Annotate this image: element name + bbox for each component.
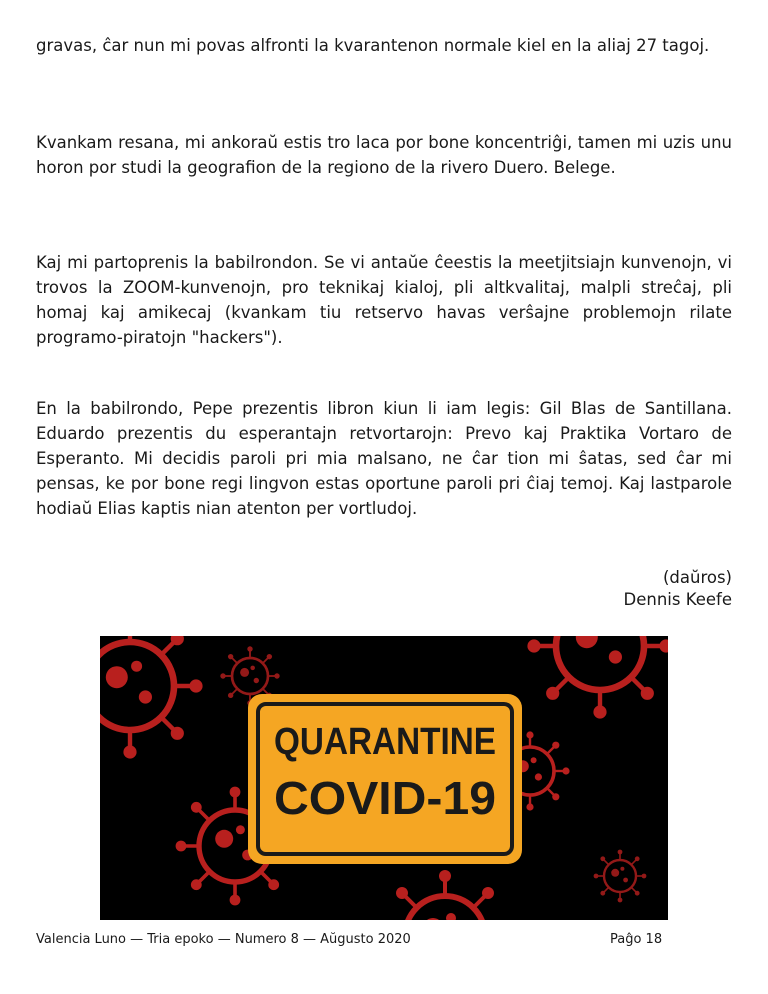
paragraph-3: Kaj mi partoprenis la babilrondon. Se vi antaŭe ĉeestis la meetjitsiajn kunvenojn, vi trovos la ZOOM-kunvenojn, pro teknikaj kialoj, pli altkvalitaj, malpli streĉaj, pli homaj kaj amikecaj (kvankam tiu retservo havas verŝajne problemojn rilate programo-piratojn "hackers"). (36, 253, 732, 347)
paragraph-4: En la babilrondo, Pepe prezentis libron kiun li iam legis: Gil Blas de Santillana. Eduardo prezentis du esperantajn retvortarojn: Prevo kaj Praktika Vortaro de Esperanto. Mi decidis paroli pri mia malsano, ne ĉar tion mi ŝatas, sed ĉar mi pensas, ke por bone regi lingvon estas oportune paroli pri ĉiaj temoj. Kaj lastparole hodiaŭ Elias kaptis nian atenton per vortludoj. (36, 399, 732, 518)
paragraph-1: gravas, ĉar nun mi povas alfronti la kvarantenon normale kiel en la aliaj 27 tagoj. (36, 36, 710, 55)
poster-line-quarantine: QUARANTINE (274, 721, 496, 763)
signature (624, 567, 732, 611)
signature-author: Dennis Keefe (623, 590, 732, 609)
footer-page-number: Paĝo 18 (610, 932, 663, 947)
footer-publication: Valencia Luno — Tria epoko — Numero 8 — Aŭgusto 2020 (36, 932, 411, 947)
paragraph-2: Kvankam resana, mi ankoraŭ estis tro laca por bone koncentriĝi, tamen mi uzis unu horon por studi la geografion de la regiono de la rivero Duero. Belege. (36, 133, 732, 177)
quarantine-poster (100, 636, 668, 920)
signature-continued: (daŭros) (662, 568, 732, 587)
poster-line-covid: COVID-19 (274, 772, 496, 824)
